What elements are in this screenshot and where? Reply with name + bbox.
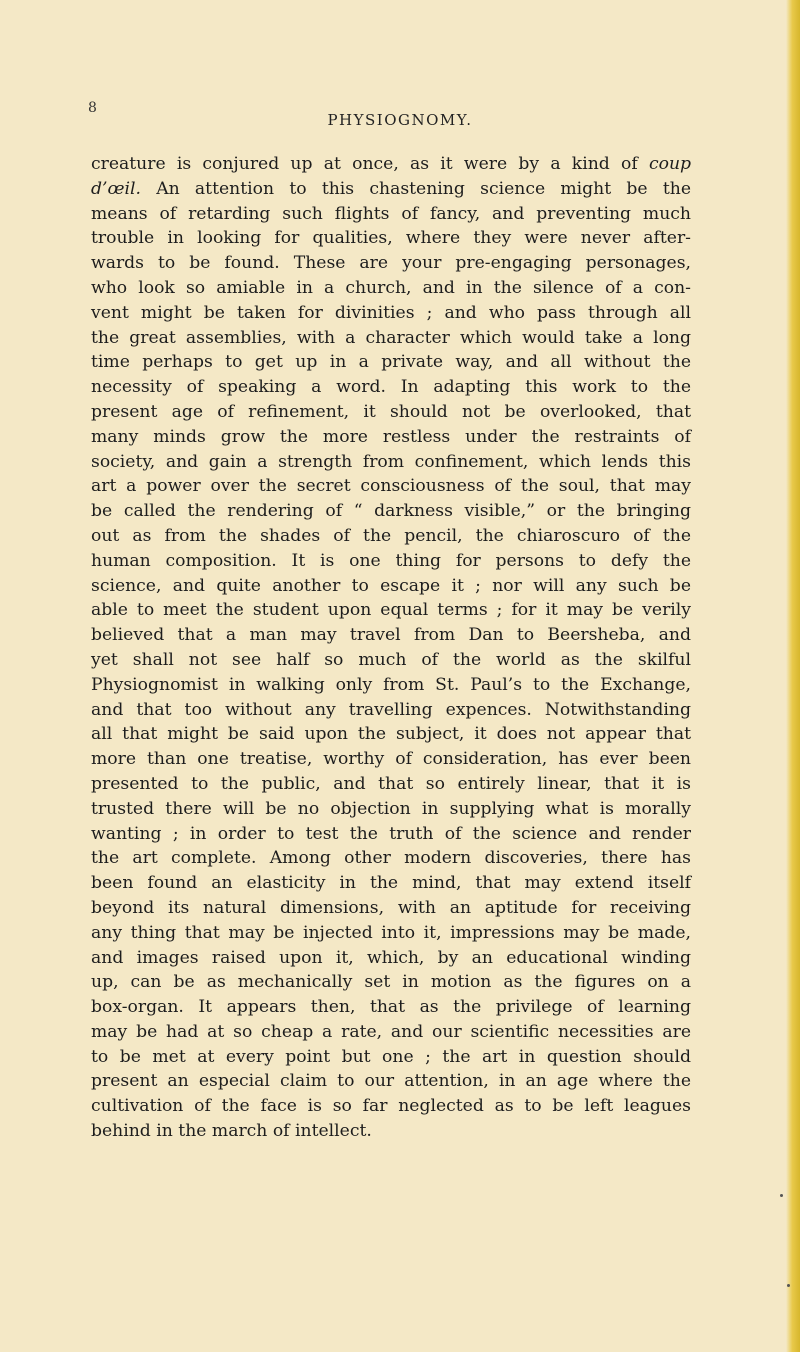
- text-line: out as from the shades of the pencil, the chiaroscuro of the: [91, 525, 691, 546]
- text-line: and that too without any travelling expences. Notwithstanding: [91, 699, 691, 720]
- page-edge: [786, 0, 800, 1352]
- text-line: able to meet the student upon equal terms ; for it may be verily: [91, 600, 691, 621]
- text-line: believed that a man may travel from Dan to Beersheba, and: [91, 625, 691, 646]
- text-line: presented to the public, and that so entirely linear, that it is: [91, 773, 691, 794]
- text-line: means of retarding such flights of fancy, and preventing much: [91, 203, 691, 224]
- text-line: wards to be found. These are your pre-engaging personages,: [91, 253, 691, 274]
- paper-speck: [787, 1284, 790, 1287]
- text-line: vent might be taken for divinities ; and who pass through all: [91, 302, 691, 323]
- text-line: trusted there will be no objection in supplying what is morally: [91, 798, 691, 819]
- text-line: yet shall not see half so much of the world as the skilful: [91, 649, 691, 670]
- body-paragraph: [91, 152, 691, 1144]
- text-line: society, and gain a strength from confinement, which lends this: [91, 451, 691, 472]
- text-line: trouble in looking for qualities, where they were never after-: [91, 228, 691, 249]
- text-line: Physiognomist in walking only from St. Paul’s to the Exchange,: [91, 674, 691, 695]
- text-line: present age of refinement, it should not be overlooked, that: [91, 401, 691, 422]
- text-line: science, and quite another to escape it ; nor will any such be: [91, 575, 691, 596]
- text-line: time perhaps to get up in a private way, and all without the: [91, 352, 691, 373]
- text-line: creature is conjured up at once, as it were by a kind of coup: [91, 154, 692, 174]
- text-line: beyond its natural dimensions, with an aptitude for receiving: [91, 897, 691, 918]
- text-line: box-organ. It appears then, that as the privilege of learning: [91, 997, 691, 1018]
- text-line: d’œil. An attention to this chastening science might be the: [91, 178, 691, 199]
- text-line: and images raised upon it, which, by an educational winding: [91, 947, 691, 968]
- text-line: present an especial claim to our attention, in an age where the: [91, 1071, 691, 1092]
- page-number: 8: [88, 100, 97, 116]
- text-line: cultivation of the face is so far neglected as to be left leagues: [91, 1096, 691, 1117]
- text-line: more than one treatise, worthy of consideration, has ever been: [91, 749, 691, 770]
- text-line: the art complete. Among other modern discoveries, there has: [91, 848, 691, 869]
- italic-text: coup: [648, 154, 692, 174]
- text-line: behind in the march of intellect.: [91, 1121, 372, 1142]
- text-line: any thing that may be injected into it, impressions may be made,: [91, 922, 691, 943]
- text-line: wanting ; in order to test the truth of the science and render: [91, 823, 691, 844]
- paper-speck: [780, 1194, 783, 1197]
- text-line: art a power over the secret consciousness of the soul, that may: [91, 476, 691, 497]
- text-line: human composition. It is one thing for persons to defy the: [91, 550, 691, 571]
- text-line: be called the rendering of “ darkness visible,” or the bringing: [91, 501, 691, 522]
- text-line: who look so amiable in a church, and in the silence of a con-: [91, 277, 691, 298]
- text-line: the great assemblies, with a character which would take a long: [91, 327, 691, 348]
- text-line: many minds grow the more restless under the restraints of: [91, 426, 691, 447]
- text-line: all that might be said upon the subject, it does not appear that: [91, 724, 691, 745]
- italic-text: d’œil.: [91, 178, 141, 199]
- text-line: may be had at so cheap a rate, and our scientific necessities are: [91, 1021, 691, 1042]
- text-line: to be met at every point but one ; the art in question should: [91, 1046, 691, 1067]
- text-line: necessity of speaking a word. In adapting this work to the: [91, 377, 691, 398]
- text-line: been found an elasticity in the mind, that may extend itself: [91, 873, 691, 894]
- running-head: PHYSIOGNOMY.: [327, 111, 473, 129]
- text-line: up, can be as mechanically set in motion as the figures on a: [91, 972, 691, 993]
